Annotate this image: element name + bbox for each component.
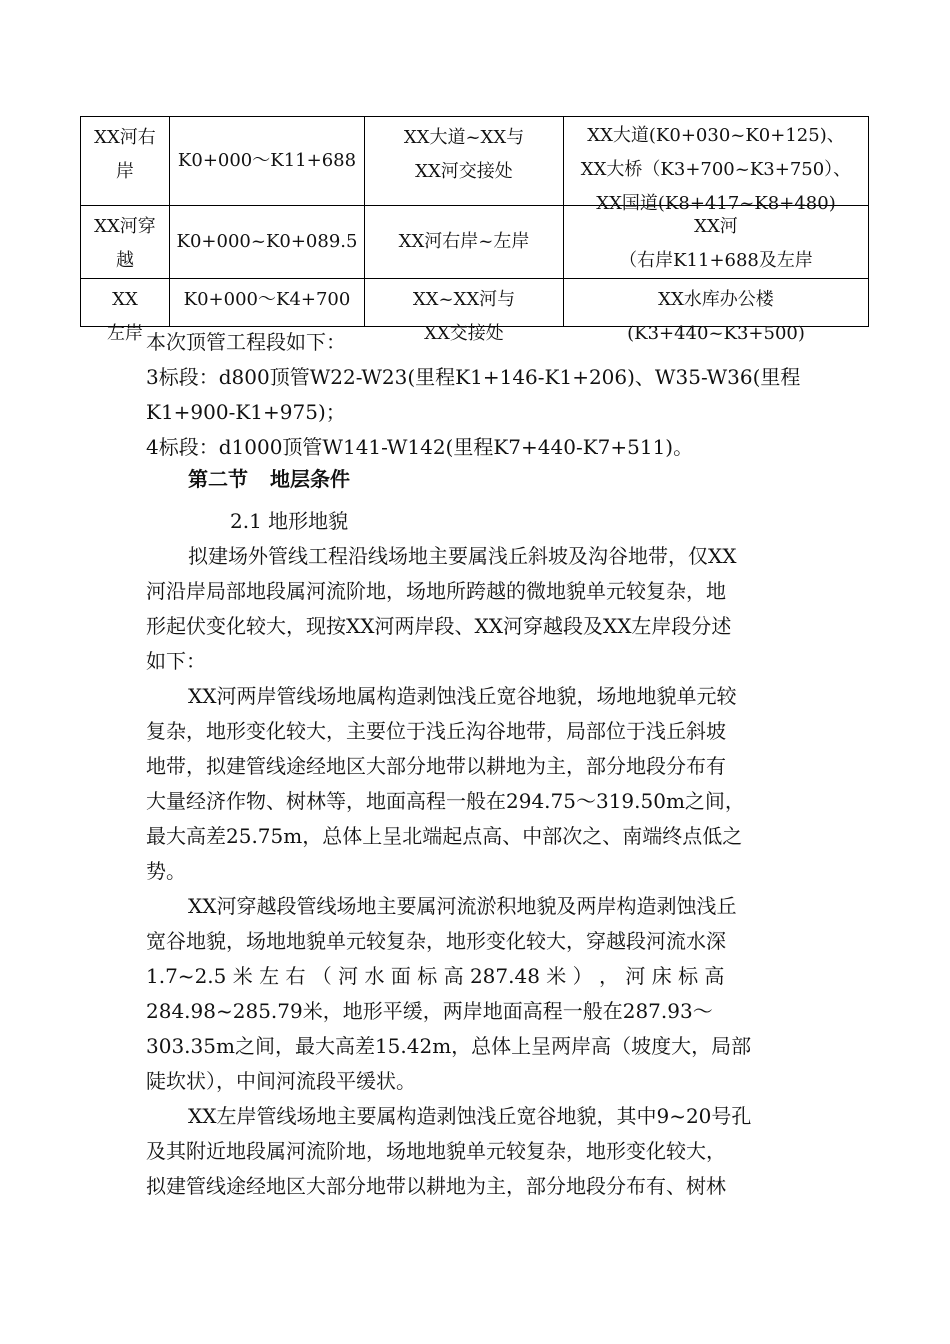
table-cell-range: K0+000～K11+688 (170, 117, 365, 206)
table-cell-crossing: XX大道(K0+030~K0+125)、 XX大桥（K3+700~K3+750）、 XX国道(K8+417~K8+480) (564, 117, 869, 206)
section-number: 第二节 (188, 467, 248, 491)
table-cell-section: XX河右岸~左岸 (365, 206, 564, 279)
intro-line: K1+900-K1+975)； (146, 400, 346, 424)
table-row (81, 206, 869, 279)
table-cell-range: K0+000～K4+700 (170, 279, 365, 327)
table-cell-section: XX大道~XX与 XX河交接处 (365, 117, 564, 206)
intro-line: 4标段：d1000顶管W141-W142(里程K7+440-K7+511)。 (146, 435, 694, 459)
body-text (146, 539, 816, 1204)
section-heading (188, 462, 350, 497)
paragraph: XX左岸管线场地主要属构造剥蚀浅丘宽谷地貌，其中9~20号孔 及其附近地段属河流阶地，场地地貌单元较复杂，地形变化较大， 拟建管线途经地区大部分地带以耕地为主，部分地段分布有、树林 (146, 1104, 752, 1198)
paragraph: XX河两岸管线场地属构造剥蚀浅丘宽谷地貌，场地地貌单元较 复杂，地形变化较大，主要位于浅丘沟谷地带，局部位于浅丘斜坡 地带，拟建管线途经地区大部分地带以耕地为主，部分地段分布有 大量经济作物、树林等，地面高程一般在294.75～319.50m之间， 最大高差25.75m，总体上呈北端起点高、中部次之、南端终点低之 势。 (146, 684, 745, 883)
table-cell-name: XX 左岸 (81, 279, 170, 327)
subsection-heading: 2.1 地形地貌 (230, 509, 349, 533)
section-title: 地层条件 (270, 467, 350, 491)
intro-line: 3标段：d800顶管W22-W23(里程K1+146-K1+206)、W35-W36(里程 (146, 365, 801, 389)
table-row (81, 279, 869, 327)
table-cell-name: XX河右 岸 (81, 117, 170, 206)
table-cell-section: XX~XX河与 XX交接处 (365, 279, 564, 327)
table-cell-crossing: XX河 （右岸K11+688及左岸 (564, 206, 869, 279)
paragraph: XX河穿越段管线场地主要属河流淤积地貌及两岸构造剥蚀浅丘 宽谷地貌，场地地貌单元较复杂，地形变化较大，穿越段河流水深 1.7~2.5 米 左 右 （ 河 水 面 标 高 287.48 米 ） ， 河 床 标 高 284.98~285.79米，地形平缓，两岸地面高程一般在287.93～ 303.35m之间，最大高差15.42m，总体上呈两岸高（坡度大，局部 陡坎状），中间河流段平缓状。 (146, 894, 752, 1093)
intro-block (146, 325, 816, 465)
paragraph: 拟建场外管线工程沿线场地主要属浅丘斜坡及沟谷地带，仅XX 河沿岸局部地段属河流阶地，场地所跨越的微地貌单元较复杂，地 形起伏变化较大，现按XX河两岸段、XX河穿越段及XX左岸段分述 如下： (146, 544, 737, 673)
table-cell-crossing: XX水库办公楼 (K3+440~K3+500) (564, 279, 869, 327)
intro-line: 本次顶管工程段如下： (146, 330, 346, 354)
table-cell-name: XX河穿 越 (81, 206, 170, 279)
table-row (81, 117, 869, 206)
table-cell-range: K0+000~K0+089.5 (170, 206, 365, 279)
